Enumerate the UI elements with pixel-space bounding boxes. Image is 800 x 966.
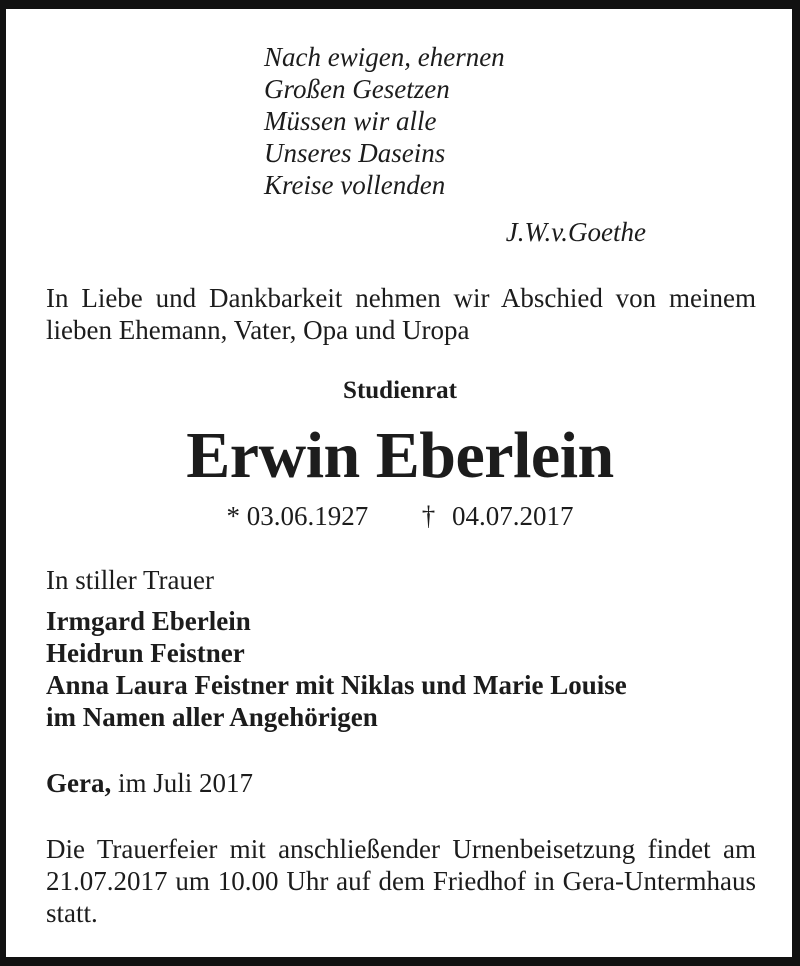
family-member: Irmgard Eberlein xyxy=(46,606,251,636)
poem-line: Großen Gesetzen xyxy=(264,74,450,104)
birth-date: 03.06.1927 xyxy=(246,501,369,531)
family-member: Anna Laura Feistner mit Niklas und Marie Louise xyxy=(46,670,627,700)
family-list xyxy=(46,605,627,733)
place-date xyxy=(46,767,253,799)
death-date: 04.07.2017 xyxy=(452,501,574,531)
mourning-label: In stiller Trauer xyxy=(46,565,214,595)
poem-line: Nach ewigen, ehernen xyxy=(264,42,505,72)
ceremony-info: Die Trauerfeier mit anschließender Urnenbeisetzung findet am 21.07.2017 um 10.00 Uhr auf dem Friedhof in Gera-Untermhaus statt. xyxy=(46,834,756,928)
deceased-name: Erwin Eberlein xyxy=(186,419,614,492)
goethe-poem xyxy=(264,41,505,201)
poem-author: J.W.v.Goethe xyxy=(505,217,646,247)
poem-line: Unseres Daseins xyxy=(264,138,446,168)
poem-line: Kreise vollenden xyxy=(264,170,446,200)
poem-line: Müssen wir alle xyxy=(264,106,437,136)
death-symbol: † xyxy=(421,501,436,531)
family-member: Heidrun Feistner xyxy=(46,638,245,668)
place-month: im Juli 2017 xyxy=(117,768,253,798)
place-city: Gera, xyxy=(46,768,112,798)
life-dates xyxy=(0,500,800,532)
birth-symbol: * xyxy=(226,501,240,531)
deceased-title: Studienrat xyxy=(343,377,457,404)
farewell-intro: In Liebe und Dankbarkeit nehmen wir Abschied von meinem lieben Ehemann, Vater, Opa und Uropa xyxy=(46,283,756,345)
family-member: im Namen aller Angehörigen xyxy=(46,702,378,732)
